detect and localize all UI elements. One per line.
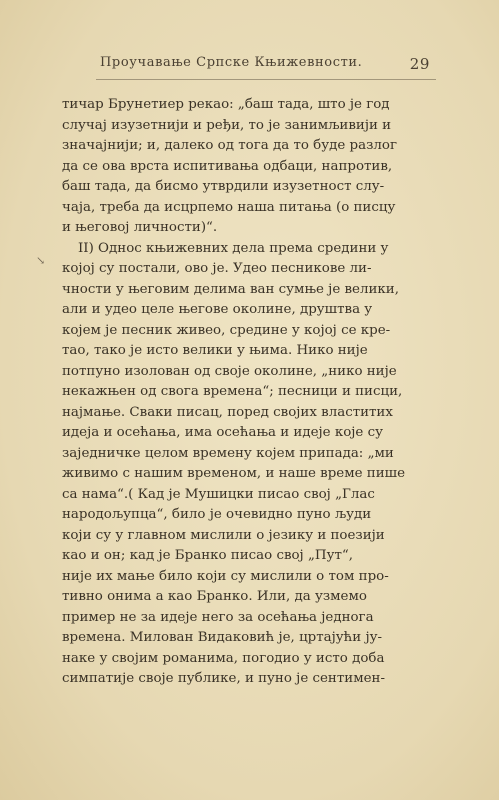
text-line: наке у својим романима, погодио у исто доба (62, 650, 385, 666)
text-line: живимо с нашим временом, и наше време пише (62, 466, 406, 481)
body-text (62, 95, 437, 690)
text-line: тао, тако је исто велики у њима. Нико није (62, 343, 368, 358)
text-line: потпуно изолован од своје околине, „нико није (62, 363, 397, 379)
text-line: II) Однос књижевних дела према средини у (78, 240, 389, 256)
text-line: времена. Милован Видаковић је, цртајући ју- (62, 630, 383, 645)
text-line: са нама“.( Кад је Мушицки писао свој „Глас (62, 486, 375, 502)
text-line: али и удео целе његове околине, друштва у (62, 302, 373, 317)
text-line: чаја, треба да исцрпемо наша питања (о писцу (62, 199, 396, 215)
text-line: баш тада, да бисмо утврдили изузетност слу- (62, 179, 385, 194)
text-line: народољупца“, било је очевидно пуно људи (62, 507, 372, 522)
text-line: идеја и осећања, има осећања и идеје које су (62, 425, 383, 440)
text-line: да се ова врста испитивања одбаци, напротив, (62, 158, 393, 174)
text-line: најмање. Сваки писац, поред својих властитих (62, 404, 393, 420)
text-line: тивно онима а као Бранко. Или, да узмемо (62, 589, 367, 604)
text-line: као и он; кад је Бранко писао свој „Пут“, (62, 548, 353, 563)
text-line: чности у његовим делима ван сумње је велики, (62, 281, 399, 297)
text-line: случај изузетнији и ређи, то је занимљивији и (62, 117, 392, 133)
running-header (100, 55, 430, 77)
text-line: некажњен од свога времена“; песници и писци, (62, 384, 403, 399)
header-rule (96, 79, 436, 80)
text-line: није их мање било који су мислили о том про- (62, 568, 389, 584)
text-line: којој су постали, ово је. Удео песникове ли- (62, 261, 372, 276)
margin-annotation-mark: ↘ (36, 254, 46, 267)
page-number: 29 (409, 55, 430, 73)
text-line: и његовој личности)“. (62, 220, 218, 235)
text-line: заједничке целом времену којем припада: „ми (62, 445, 394, 461)
text-line: пример не за идеје него за осећања једнога (62, 609, 374, 625)
running-title: Проучавање Српске Књижевности. (100, 55, 363, 70)
text-line: значајнији; и, далеко од тога да то буде разлог (62, 138, 397, 153)
text-line: тичар Брунетиер рекао: „баш тада, што је год (62, 97, 390, 112)
text-line: који су у главном мислили о језику и поезији (62, 527, 385, 543)
text-line: симпатије своје публике, и пуно је сентимен- (62, 671, 385, 686)
text-line: којем је песник живео, средине у којој се кре- (62, 322, 391, 338)
